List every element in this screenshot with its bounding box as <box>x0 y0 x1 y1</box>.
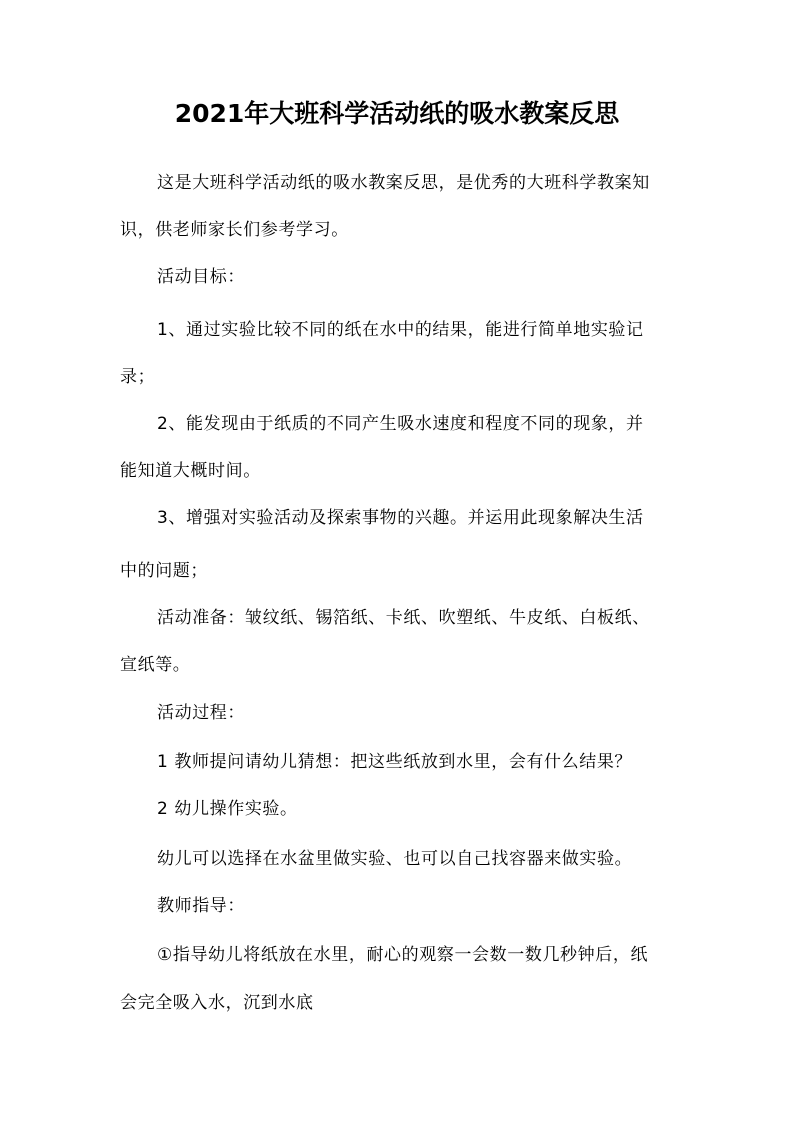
paragraph-line: 录； <box>120 367 156 387</box>
paragraph-line: 活动准备：皱纹纸、锡箔纸、卡纸、吹塑纸、牛皮纸、白板纸、 <box>157 608 650 628</box>
paragraph-line: 活动过程： <box>157 703 245 723</box>
paragraph-line: 宣纸等。 <box>120 655 191 675</box>
paragraph-line: 活动目标： <box>157 267 245 287</box>
paragraph-line: 1、通过实验比较不同的纸在水中的结果，能进行简单地实验记 <box>157 320 644 340</box>
paragraph-line: 中的问题； <box>120 561 208 581</box>
paragraph-line: 教师指导： <box>157 896 245 916</box>
paragraph-line: 2、能发现由于纸质的不同产生吸水速度和程度不同的现象，并 <box>157 414 644 434</box>
paragraph-line: 识，供老师家长们参考学习。 <box>120 220 349 240</box>
paragraph-line: 这是大班科学活动纸的吸水教案反思，是优秀的大班科学教案知 <box>157 173 650 193</box>
paragraph-line: 3、增强对实验活动及探索事物的兴趣。并运用此现象解决生活 <box>157 508 644 528</box>
paragraph-line: 1 教师提问请幼儿猜想：把这些纸放到水里，会有什么结果？ <box>157 752 633 772</box>
paragraph-line: ①指导幼儿将纸放在水里，耐心的观察一会数一数几秒钟后，纸 <box>157 945 649 965</box>
paragraph-line: 会完全吸入水，沉到水底 <box>120 993 314 1013</box>
document-title: 2021年大班科学活动纸的吸水教案反思 <box>174 99 620 128</box>
paragraph-line: 幼儿可以选择在水盆里做实验、也可以自己找容器来做实验。 <box>157 849 633 869</box>
paragraph-line: 能知道大概时间。 <box>120 461 261 481</box>
paragraph-line: 2 幼儿操作实验。 <box>157 799 298 819</box>
